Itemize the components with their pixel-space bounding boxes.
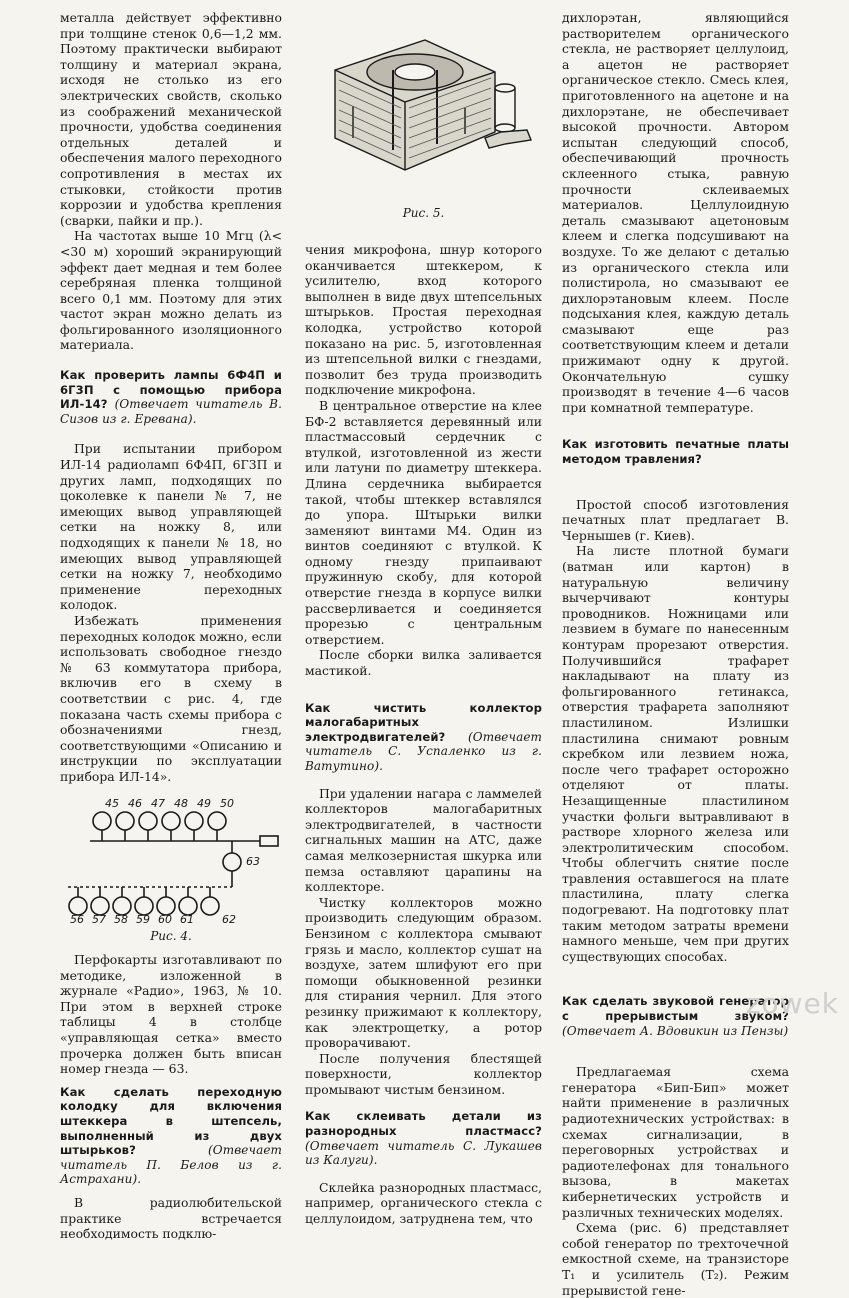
paragraph: металла действует эффективно при толщине стенок 0,6—1,2 мм. Поэтому практически выбирают толщину и материал экрана, исходя не столько из его электрических свойств, сколько из соображений механической прочности, удобства соединения отдельных деталей и обеспечения малого переходного сопротивления в местах их стыковки, стойкости против коррозии и удобства крепления (сварки, пайки и пр.).	[60, 10, 282, 228]
fig4-label: 61	[180, 912, 194, 925]
paragraph: Склейка разнородных пластмасс, например, органического стекла с целлулоидом, затруднена тем, что	[305, 1179, 542, 1227]
question-title: Как изготовить печатные платы методом травления?	[562, 437, 789, 467]
paragraph: В радиолюбительской практике встречается необходимость подклю-	[60, 1195, 282, 1242]
paragraph: чения микрофона, шнур которого оканчивается штеккером, к усилителю, вход которого выполнен в виде двух штепсельных штырьков. Простая переходная колодка, устройство которой показано на рис. 5, изготовленная из штепсельной вилки с гнездами, позволит без труда производить подключение микрофона.	[305, 242, 542, 398]
question-source: (Отвечает читатель С. Успаленко из г. Ватутино).	[305, 729, 542, 773]
question-title: Как склеивать детали из разнородных пластмасс?	[305, 1109, 542, 1139]
paragraph: На листе плотной бумаги (ватман или картон) в натуральную величину вычерчивают контуры проводников. Ножницами или лезвием в бумаге по нанесенным контурам прорезают отверстия. Получившийся трафарет накладывают на плату из фольгированного гетинакса, отверстия трафарета заполняют пластилином. Излишки пластилина снимают ровным скребком или лезвием ножа, после чего трафарет осторожно отделяют от платы. Незащищенные пластилином участки фольги вытравливают в растворе хлорного железа или электролитическим способом. Чтобы облегчить снятие после травления оставшегося на плате пластилина, плату слегка подогревают. На подготовку плат таким методом затраты времени намного меньше, чем при других существующих способах.	[562, 543, 789, 964]
paragraph: После сборки вилка заливается мастикой.	[305, 647, 542, 679]
fig4-label: 63	[246, 854, 260, 868]
column-1	[60, 10, 282, 1242]
paragraph: дихлорэтан, являющийся растворителем органического стекла, не растворяет целлулоид, а ацетон не растворяет органическое стекло. Смесь клея, приготовленного на ацетоне и на дихлорэтане, не обеспечивает высокой прочности. Автором испытан следующий способ, обеспечивающий прочность склеенного стыка, равную прочности склеиваемых материалов. Целлулоидную деталь смазывают ацетоновым клеем и слегка подсушивают на воздухе. То же делают с деталью из органического стекла или полистирола, но смазывают ее дихлорэтановым клеем. После подсыхания клея, каждую деталь смазывают еще раз соответствующим клеем и детали прижимают одну к другой. Окончательную сушку производят в течение 4—6 часов при комнатной температуре.	[562, 10, 789, 415]
question-title: Как проверить лампы 6Ф4П и 6Г3П с помощью прибора ИЛ-14?	[60, 368, 282, 412]
question-title: Как сделать переходную колодку для включения штеккера в штепсель, выполненный из двух штырьков?	[60, 1084, 282, 1158]
figure-5-drawing	[305, 10, 542, 200]
watermark-logo: zowek	[745, 987, 839, 1020]
question-heading	[60, 368, 282, 426]
question-heading	[305, 701, 542, 774]
paragraph: На частотах выше 10 Мгц (λ< <30 м) хороший экранирующий эффект дает медная и тем более серебряная пленка толщиной всего 0,1 мм. Поэтому для этих частот экран можно делать из фольгированного изоляционного материала.	[60, 228, 282, 353]
paragraph: Чистку коллекторов можно производить следующим образом. Бензином с коллектора смывают грязь и масло, коллектор сушат на воздухе, затем шлифуют его при помощи обыкновенной резинки для стирания чернил. Для этого резинку прижимают к коллектору, как электрощетку, а ротор проворачивают.	[305, 894, 542, 1051]
column-3	[562, 10, 789, 1298]
paragraph: Избежать применения переходных колодок можно, если использовать свободное гнездо № 63 коммутатора прибора, включив его в схему в соответствии с рис. 4, где показана часть схемы прибора с обозначениями гнезд, соответствующими «Описанию и инструкции по эксплуатации прибора ИЛ-14».	[60, 612, 282, 784]
fig4-label: 50	[220, 796, 234, 810]
paragraph: Предлагаемая схема генератора «Бип-Бип» может найти применение в различных радиотехнических устройствах: в схемах сигнализации, в переговорных устройствах и радиотелефонах для тонального вызова, в макетах кибернетических устройств и различных технических моделях.	[562, 1064, 789, 1220]
fig4-label: 47	[151, 796, 165, 810]
question-source: (Отвечает читатель С. Лукашев из Калуги).	[305, 1138, 542, 1168]
paragraph: Простой способ изготовления печатных плат предлагает В. Чернышев (г. Киев).	[562, 496, 789, 543]
question-title: Как чистить коллектор малогабаритных электродвигателей?	[305, 700, 542, 744]
paragraph: В центральное отверстие на клее БФ-2 вставляется деревянный или пластмассовый сердечник с втулкой, изготовленной из жести или латуни по диаметру штеккера. Длина сердечника выбирается такой, чтобы штеккер вставлялся до упора. Штырьки вилки заменяют винтами М4. Один из винтов соединяют с втулкой. К одному гнезду припаивают пружинную скобу, для которой отверстие гнезда в корпусе вилки рассверливается и соединяется прорезью с центральным отверстием.	[305, 397, 542, 647]
paragraph: После получения блестящей поверхности, коллектор промывают чистым бензином.	[305, 1050, 542, 1097]
paragraph: При испытании прибором ИЛ-14 радиоламп 6Ф4П, 6Г3П и других ламп, подходящих по цоколевке к панели № 7, не имеющих вывод управляющей сетки на ножку 8, или подходящих к панели № 18, но имеющих вывод управляющей сетки на ножку 7, необходимо применение переходных колодок.	[60, 441, 282, 613]
question-heading	[305, 1109, 542, 1167]
question-title: Как сделать звуковой генератор с прерывистым звуком?	[562, 994, 789, 1024]
fig4-label: 58	[114, 912, 128, 925]
fig4-label: 49	[197, 796, 211, 810]
question-source: (Отвечает читатель В. Сизов из г. Еревана).	[60, 397, 283, 426]
figure-5-caption: Рис. 5.	[402, 206, 445, 220]
question-source: (Отвечает А. Вдовикин из Пензы)	[562, 1023, 789, 1038]
fig4-label: 45	[105, 796, 119, 810]
paragraph: При удалении нагара с ламмелей коллекторов малогабаритных электродвигателей, в частности сигнальных машин на АТС, даже самая мелкозернистая шкурка или пемза оставляют царапины на коллекторе.	[305, 785, 542, 895]
fig4-label: 56	[70, 912, 84, 925]
paragraph: Перфокарты изготавливают по методике, изложенной в журнале «Радио», 1963, № 10. При этом в верхней строке таблицы 4 в столбце «управляющая сетка» вместо прочерка должен быть вписан номер гнезда — 63.	[60, 952, 282, 1077]
fig4-label: 57	[92, 912, 106, 925]
figure-4-schematic	[60, 785, 282, 925]
fig4-label: 60	[158, 912, 172, 925]
question-heading	[60, 1085, 282, 1187]
fig4-label: 48	[174, 796, 188, 810]
fig4-label: 62	[222, 912, 236, 925]
fig4-label: 59	[136, 912, 150, 925]
paragraph: Схема (рис. 6) представляет собой генератор по трехточечной емкостной схеме, на транзисторе Т₁ и усилитель (Т₂). Режим прерывистой гене-	[562, 1220, 789, 1298]
figure-4-caption: Рис. 4.	[150, 928, 192, 943]
question-source: (Отвечает читатель П. Белов из г. Астрахани).	[60, 1143, 282, 1187]
fig4-label: 46	[128, 796, 142, 810]
